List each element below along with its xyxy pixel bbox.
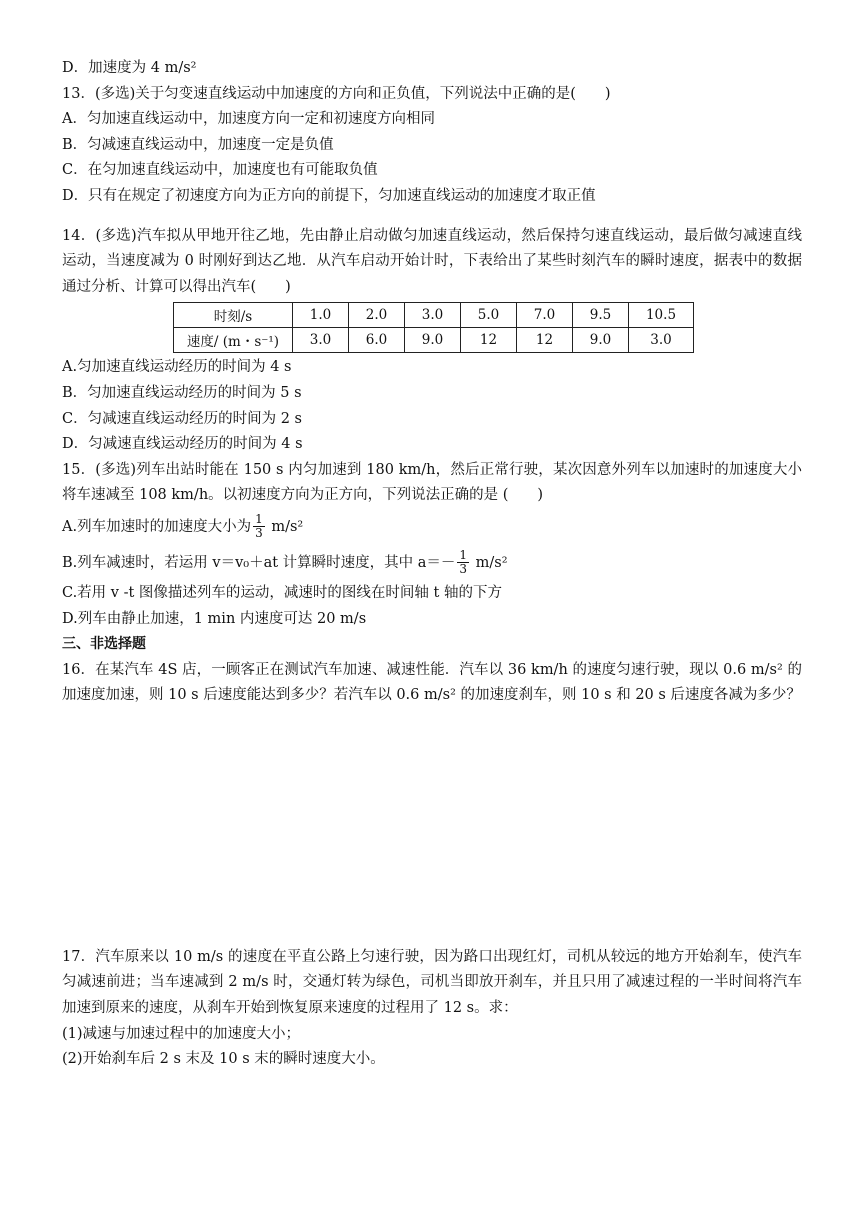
q13-option-b: B．匀减速直线运动中，加速度一定是负值 <box>62 136 334 153</box>
q15-option-a-text: A.列车加速时的加速度大小为 <box>62 518 252 535</box>
speed-cell: 9.0 <box>405 328 461 353</box>
q13-option-c: C．在匀加速直线运动中，加速度也有可能取负值 <box>62 162 378 179</box>
fraction-denominator: 3 <box>255 526 263 541</box>
speed-cell: 9.0 <box>573 328 629 353</box>
q14-option-c: C．匀减速直线运动经历的时间为 2 s <box>62 410 302 427</box>
speed-cell: 12 <box>517 328 573 353</box>
q15-option-d: D.列车由静止加速，1 min 内速度可达 20 m/s <box>62 610 367 627</box>
speed-time-table <box>173 302 694 353</box>
q15-stem: 15．(多选)列车出站时能在 150 s 内匀加速到 180 km/h，然后正常行驶，某次因意外列车以加速时的加速度大小将车速减至 108 km/h。以初速度方向为正方向，下列说法正确的是 ( ) <box>62 461 802 504</box>
q13-option-a: A．匀加速直线运动中，加速度方向一定和初速度方向相同 <box>62 111 435 128</box>
q15-option-a-unit: m/s² <box>266 518 304 535</box>
time-cell: 7.0 <box>517 303 573 328</box>
q17-stem: 17．汽车原来以 10 m/s 的速度在平直公路上匀速行驶，因为路口出现红灯，司机从较远的地方开始刹车，使汽车匀减速前进；当车速减到 2 m/s 时，交通灯转为绿色，司机当即放开刹车，并且只用了减速过程的一半时间将汽车加速到原来的速度，从刹车开始到恢复原来速度的过程用了 12 s。求： <box>62 948 802 1017</box>
speed-cell: 6.0 <box>349 328 405 353</box>
fraction-one-third <box>253 513 265 540</box>
table-row <box>174 328 694 353</box>
q12-option-d: D．加速度为 4 m/s² <box>62 60 197 76</box>
time-cell: 1.0 <box>293 303 349 328</box>
time-header-cell: 时刻/s <box>174 303 293 328</box>
q13-stem: 13．(多选)关于匀变速直线运动中加速度的方向和正负值，下列说法中正确的是( ) <box>62 85 611 102</box>
section-heading: 三、非选择题 <box>62 636 146 653</box>
q17-part-1: (1)减速与加速过程中的加速度大小； <box>62 1025 301 1042</box>
q15-option-b <box>62 545 802 581</box>
answer-space <box>62 709 802 945</box>
fraction-numerator: 1 <box>255 512 263 527</box>
q14-stem: 14．(多选)汽车拟从甲地开往乙地，先由静止启动做匀加速直线运动，然后保持匀速直线运动，最后做匀减速直线运动，当速度减为 0 时刚好到达乙地．从汽车启动开始计时，下表给出了某些时刻汽车的瞬时速度，据表中的数据通过分析、计算可以得出汽车( ) <box>62 227 802 295</box>
table-row <box>174 303 694 328</box>
time-cell: 2.0 <box>349 303 405 328</box>
fraction-denominator: 3 <box>459 562 468 577</box>
fraction-numerator: 1 <box>459 548 468 563</box>
speed-cell: 3.0 <box>629 328 694 353</box>
time-cell: 10.5 <box>629 303 694 328</box>
q17-part-2: (2)开始刹车后 2 s 末及 10 s 末的瞬时速度大小。 <box>62 1051 385 1068</box>
speed-cell: 3.0 <box>293 328 349 353</box>
time-cell: 3.0 <box>405 303 461 328</box>
fraction-one-third <box>457 549 469 576</box>
q14-option-a: A.匀加速直线运动经历的时间为 4 s <box>62 359 292 376</box>
time-cell: 9.5 <box>573 303 629 328</box>
time-cell: 5.0 <box>461 303 517 328</box>
q14-option-d: D．匀减速直线运动经历的时间为 4 s <box>62 436 303 453</box>
speed-cell: 12 <box>461 328 517 353</box>
speed-header-cell: 速度/ (m・s⁻¹) <box>174 328 293 353</box>
worksheet-page <box>62 56 802 1073</box>
q15-option-a <box>62 509 802 545</box>
q16-stem: 16．在某汽车 4S 店，一顾客正在测试汽车加速、减速性能．汽车以 36 km/h 的速度匀速行驶，现以 0.6 m/s² 的加速度加速，则 10 s 后速度能达到多少？若汽车以 0.6 m/s² 的加速度刹车，则 10 s 和 20 s 后速度各减为多少？ <box>62 661 802 704</box>
q14-option-b: B．匀加速直线运动经历的时间为 5 s <box>62 384 302 401</box>
q15-option-c: C.若用 v -t 图像描述列车的运动，减速时的图线在时间轴 t 轴的下方 <box>62 584 502 601</box>
q13-option-d: D．只有在规定了初速度方向为正方向的前提下，匀加速直线运动的加速度才取正值 <box>62 187 596 204</box>
q15-option-b-unit: m/s² <box>471 554 508 571</box>
q15-option-b-text: B.列车减速时，若运用 v＝v₀＋at 计算瞬时速度，其中 a＝－ <box>62 554 456 571</box>
